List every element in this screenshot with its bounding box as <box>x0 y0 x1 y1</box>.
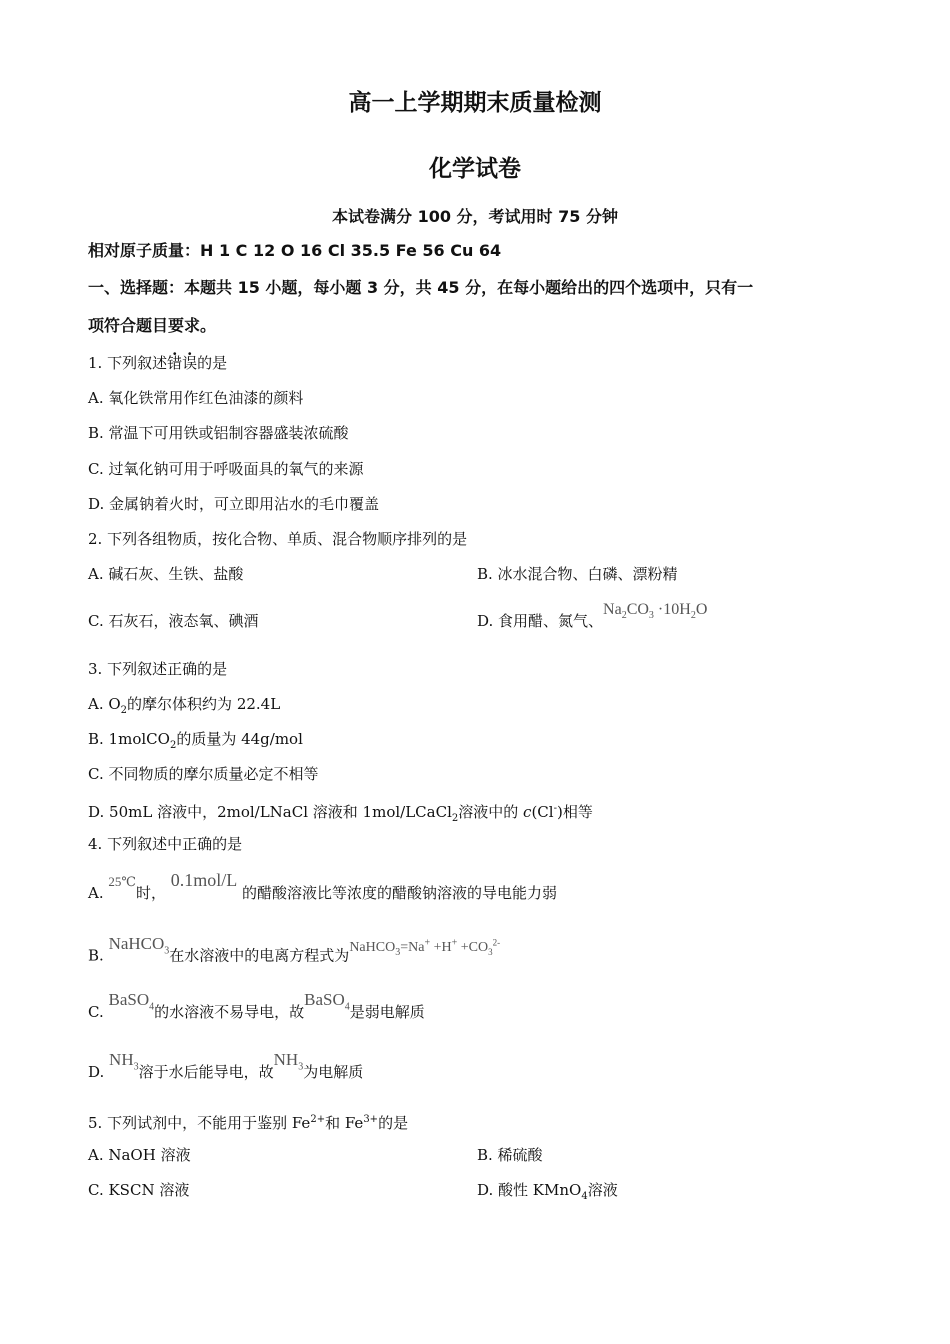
q1-option-b: B. 常温下可用铁或铝制容器盛装浓硫酸 <box>88 424 349 442</box>
q4-c-formula-2: BaSO$_4$ <box>304 990 350 1013</box>
section-heading-line1: 一、选择题：本题共 15 小题，每小题 3 分，共 45 分，在每小题给出的四个选项中，只有一 <box>88 278 754 297</box>
q2-option-d <box>477 601 708 638</box>
q2-option-b: B. 冰水混合物、白磷、漂粉精 <box>477 565 678 583</box>
q2-option-d-text: D. 食用醋、氮气、 <box>477 612 604 630</box>
q4-a-concentration: 0.1mol/L <box>170 870 238 890</box>
q4-option-c <box>88 990 425 1029</box>
section-heading-line2: 项符合题目要求。 <box>88 316 217 335</box>
q3-option-a <box>88 694 280 721</box>
q1-stem <box>88 353 227 373</box>
q4-c-formula-1: BaSO$_4$ <box>108 990 155 1013</box>
q2-option-d-formula: $Na_2CO_3 \cdot 10H_2O$ <box>603 601 708 622</box>
subject-title: 化学试卷 <box>429 156 521 182</box>
q3-d-pre: D. 50mL 溶液中，2mol/LNaCl 溶液和 1mol/LCaCl <box>88 803 452 821</box>
q5-d-pre: D. 酸性 KMnO <box>477 1181 582 1199</box>
q5-option-c: C. KSCN 溶液 <box>88 1181 190 1199</box>
page-title: 高一上学期期末质量检测 <box>348 90 602 116</box>
q1-option-c: C. 过氧化钠可用于呼吸面具的氧气的来源 <box>88 460 364 478</box>
q4-a-label: A. <box>88 884 104 902</box>
q3-option-c: C. 不同物质的摩尔质量必定不相等 <box>88 765 319 783</box>
q4-b-formula: NaHCO$_3$ <box>108 933 170 957</box>
q3-a-pre: A. O <box>88 695 121 713</box>
q3-stem: 3. 下列叙述正确的是 <box>88 660 228 678</box>
q5-option-a: A. NaOH 溶液 <box>88 1146 191 1164</box>
q5-stem-post: 的是 <box>378 1114 409 1132</box>
q1-option-d: D. 金属钠着火时，可立即用沾水的毛巾覆盖 <box>88 495 380 513</box>
q3-d-cl: (Cl <box>531 803 554 821</box>
q5-stem-mid: 和 Fe <box>325 1114 364 1132</box>
q1-stem-pre: 1. 下列叙述 <box>88 354 168 372</box>
q1-stem-post: 的是 <box>197 354 228 372</box>
q5-stem-pre: 5. 下列试剂中，不能用于鉴别 Fe <box>88 1114 311 1132</box>
q2-option-c: C. 石灰石，液态氧、碘酒 <box>88 612 259 630</box>
q4-b-equation: NaHCO$_3$=Na+ $+H^+ +CO_3^{2-}$ <box>349 937 501 958</box>
q5-d-sub: 4 <box>581 1191 588 1202</box>
q3-d-c: c <box>523 803 532 821</box>
q1-stem-emphasis-2: 误 <box>182 354 198 372</box>
q1-option-a: A. 氧化铁常用作红色油漆的颜料 <box>88 389 304 407</box>
q3-d-mid: 溶液中的 <box>458 803 524 821</box>
q4-stem: 4. 下列叙述中正确的是 <box>88 835 243 853</box>
q5-sup-1: 2+ <box>310 1114 326 1125</box>
q4-d-mid: 溶于水后能导电，故 <box>138 1063 274 1081</box>
q1-stem-emphasis-1: 错 <box>167 354 183 372</box>
q4-b-label: B. <box>88 946 104 965</box>
exam-info: 本试卷满分 100 分，考试用时 75 分钟 <box>332 207 618 226</box>
q4-d-formula-2: $NH_3$ <box>273 1050 304 1073</box>
atomic-mass-line: 相对原子质量：H 1 C 12 O 16 Cl 35.5 Fe 56 Cu 64 <box>88 241 502 260</box>
q3-option-b <box>88 729 303 756</box>
q4-d-label: D. <box>88 1063 105 1081</box>
q4-c-post: 是弱电解质 <box>349 1003 425 1021</box>
q4-a-mid: 时， <box>135 884 166 902</box>
q3-d-sup: - <box>553 803 557 814</box>
q4-c-mid: 的水溶液不易导电，故 <box>154 1003 305 1021</box>
q5-option-b: B. 稀硫酸 <box>477 1146 543 1164</box>
q3-d-sub: 2 <box>451 813 459 824</box>
q3-b-sub: 2 <box>169 740 177 751</box>
q5-stem <box>88 1110 408 1133</box>
q4-a-temperature: 25℃ <box>108 874 136 889</box>
q4-b-post: 在水溶液中的电离方程式为 <box>169 946 350 965</box>
q3-d-post: )相等 <box>556 803 593 821</box>
q4-a-post: 的醋酸溶液比等浓度的醋酸钠溶液的导电能力弱 <box>242 884 558 902</box>
q2-option-a: A. 碱石灰、生铁、盐酸 <box>88 565 244 583</box>
q4-option-d <box>88 1050 364 1089</box>
q3-b-post: 的质量为 44g/mol <box>176 730 303 748</box>
q4-d-formula-1: $NH_3$ <box>109 1050 139 1073</box>
q3-a-post: 的摩尔体积约为 22.4L <box>127 695 281 713</box>
q2-stem: 2. 下列各组物质，按化合物、单质、混合物顺序排列的是 <box>88 530 468 548</box>
q4-option-b <box>88 933 501 973</box>
q5-option-d <box>477 1180 618 1207</box>
q4-c-label: C. <box>88 1003 104 1021</box>
q5-sup-2: 3+ <box>363 1114 379 1125</box>
q5-d-post: 溶液 <box>587 1181 618 1199</box>
q3-b-pre: B. 1molCO <box>88 730 170 748</box>
q3-a-sub: 2 <box>120 705 128 716</box>
q4-d-post: 为电解质 <box>303 1063 364 1081</box>
q3-option-d <box>88 799 593 829</box>
q4-option-a <box>88 870 558 904</box>
